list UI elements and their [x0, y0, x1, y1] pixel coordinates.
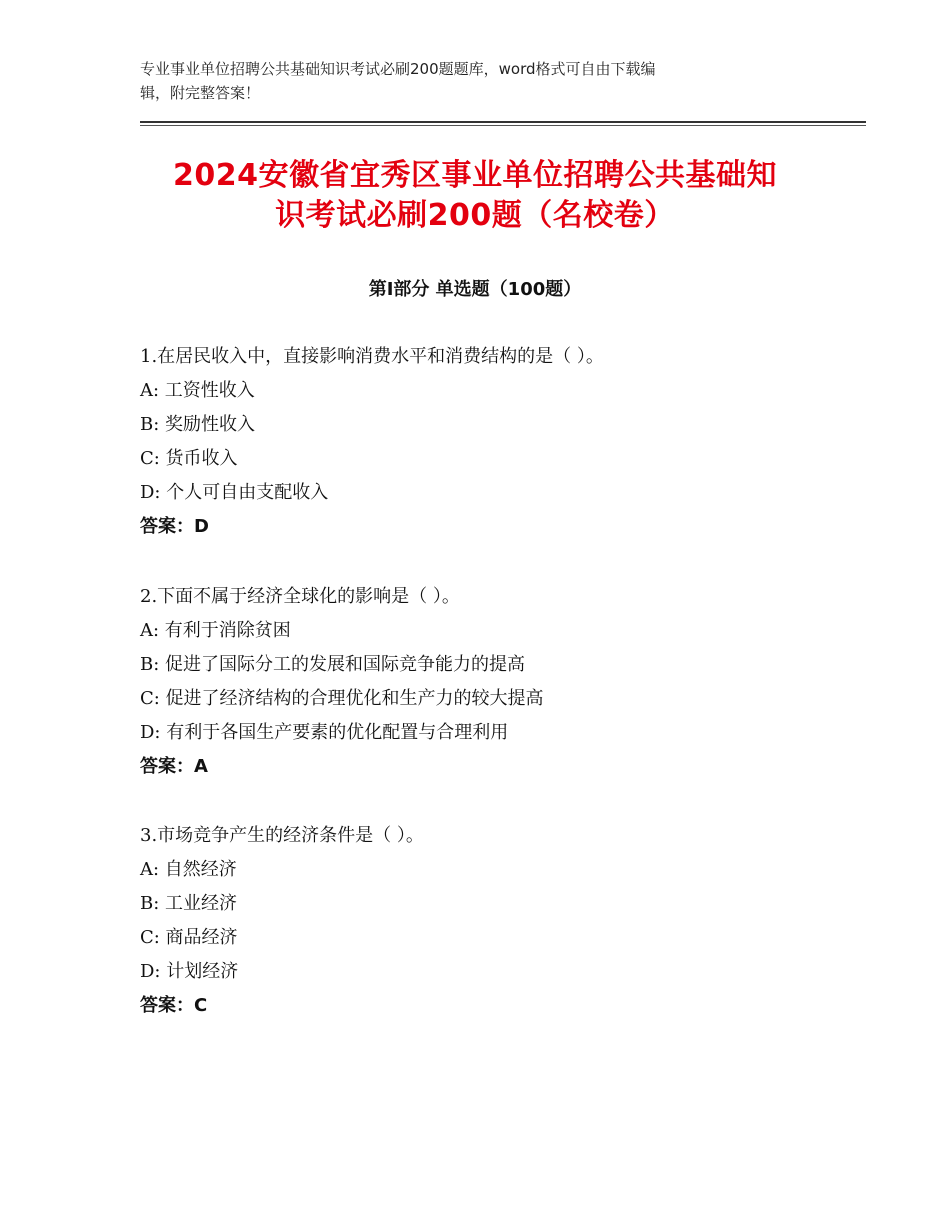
- option-c: C: 商品经济: [140, 927, 238, 948]
- section-heading: 第Ⅰ部分 单选题（100题）: [368, 279, 582, 300]
- answer: 答案：C: [140, 995, 208, 1016]
- question-2: [140, 580, 860, 784]
- question-stem: 3.市场竞争产生的经济条件是（ ）。: [140, 825, 424, 846]
- question-stem: 1.在居民收入中，直接影响消费水平和消费结构的是（ ）。: [140, 346, 604, 367]
- answer: 答案：D: [140, 516, 209, 537]
- document-title-line-1: 2024安徽省宜秀区事业单位招聘公共基础知: [173, 158, 777, 193]
- document-title: [110, 156, 840, 236]
- option-c: C: 货币收入: [140, 448, 238, 469]
- question-stem: 2.下面不属于经济全球化的影响是（ ）。: [140, 586, 460, 607]
- answer: 答案：A: [140, 756, 208, 777]
- option-a: A: 自然经济: [140, 859, 237, 880]
- option-d: D: 有利于各国生产要素的优化配置与合理利用: [140, 722, 509, 743]
- option-a: A: 有利于消除贫困: [140, 620, 291, 641]
- header-divider-thin: [140, 125, 866, 126]
- header-note-line-2: 辑，附完整答案！: [140, 84, 261, 102]
- header-note-line-1: 专业事业单位招聘公共基础知识考试必刷200题题库，word格式可自由下载编: [140, 60, 656, 78]
- option-d: D: 个人可自由支配收入: [140, 482, 329, 503]
- question-3: [140, 819, 860, 1023]
- option-d: D: 计划经济: [140, 961, 239, 982]
- option-c: C: 促进了经济结构的合理优化和生产力的较大提高: [140, 688, 544, 709]
- question-1: [140, 340, 860, 544]
- option-b: B: 促进了国际分工的发展和国际竞争能力的提高: [140, 654, 526, 675]
- header-note: [140, 57, 800, 105]
- option-b: B: 工业经济: [140, 893, 238, 914]
- header-divider-thick: [140, 121, 866, 123]
- document-title-line-2: 识考试必刷200题（名校卷）: [275, 198, 675, 233]
- option-a: A: 工资性收入: [140, 380, 255, 401]
- option-b: B: 奖励性收入: [140, 414, 256, 435]
